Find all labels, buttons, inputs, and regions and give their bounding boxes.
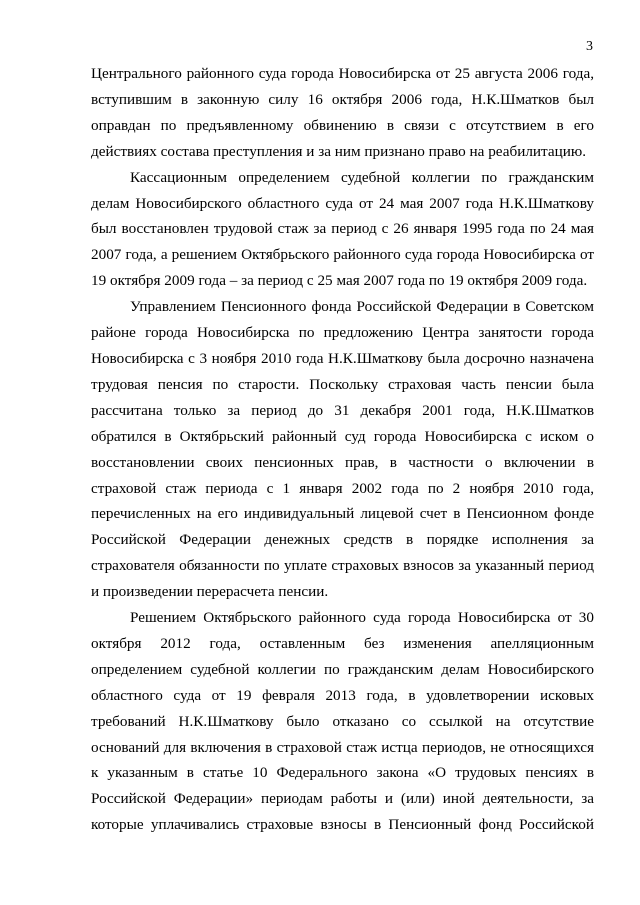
document-body xyxy=(91,61,594,838)
paragraph-2: Кассационным определением судебной коллегии по гражданским делам Новосибирского областного суда от 24 мая 2007 года Н.К.Шматкову был восстановлен трудовой стаж за период с 26 января 1995 года по 24 мая 2007 года, а решением Октябрьского районного суда города Новосибирска от 19 октября 2009 года – за период с 25 мая 2007 года по 19 октября 2009 года. xyxy=(91,168,594,290)
paragraph-1: Центрального районного суда города Новосибирска от 25 августа 2006 года, вступившим в законную силу 16 октября 2006 года, Н.К.Шматков был оправдан по предъявленному обвинению в связи с отсутствием в его действиях состава преступления и за ним признано право на реабилитацию. xyxy=(91,65,594,160)
paragraph-4: Решением Октябрьского районного суда города Новосибирска от 30 октября 2012 года, оставленным без изменения апелляционным определением судебной коллегии по гражданским делам Новосибирского областного суда от 19 февраля 2013 года, в удовлетворении исковых требований Н.К.Шматкову было отказано со ссылкой на отсутствие оснований для включения в страховой стаж истца периодов, не относящихся к указанным в статье 10 Федерального закона «О трудовых пенсиях в Российской Федерации» периодам работы и (или) иной деятельности, за которые уплачивались страховые взносы в Пенсионный фонд Российской xyxy=(91,609,594,834)
page-number: 3 xyxy=(586,39,593,54)
paragraph-3: Управлением Пенсионного фонда Российской Федерации в Советском районе города Новосибирска по предложению Центра занятости города Новосибирска с 3 ноября 2010 года Н.К.Шматкову была досрочно назначена трудовая пенсия по старости. Поскольку страховая часть пенсии была рассчитана только за период до 31 декабря 2001 года, Н.К.Шматков обратился в Октябрьский районный суд города Новосибирска с иском о восстановлении своих пенсионных прав, в частности о включении в страховой стаж периода с 1 января 2002 года по 2 ноября 2010 года, перечисленных на его индивидуальный лицевой счет в Пенсионном фонде Российской Федерации денежных средств в порядке исполнения за страхователя обязанности по уплате страховых взносов за указанный период и произведении перерасчета пенсии. xyxy=(91,298,594,601)
